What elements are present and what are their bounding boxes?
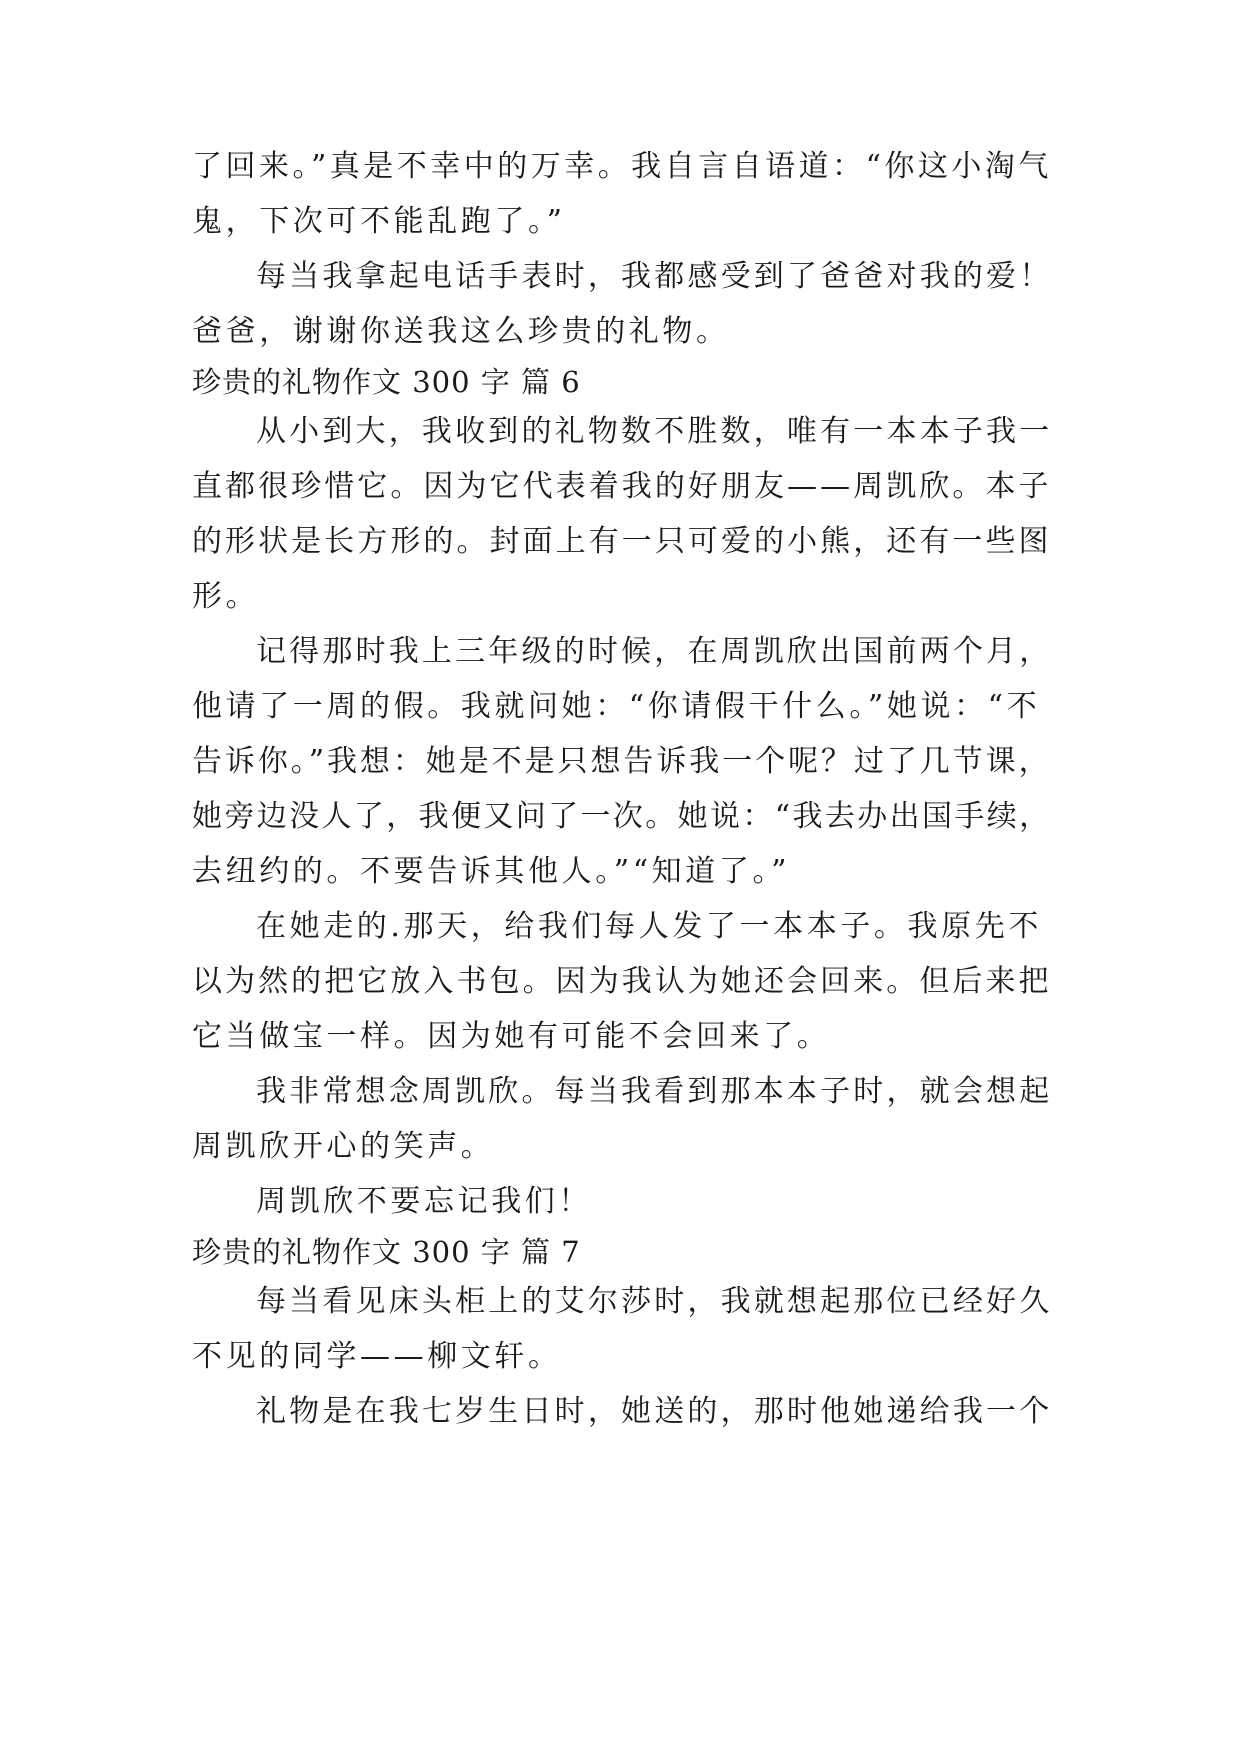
paragraph-first-line: 周凯欣不要忘记我们！ (256, 1184, 592, 1219)
text-line: 了回来。”真是不幸中的万幸。我自言自语道：“你这小淘气 (192, 149, 1052, 184)
text-line: 不见的同学——柳文轩。 (192, 1339, 562, 1374)
paragraph-first-line: 我非常想念周凯欣。每当我看到那本本子时，就会想起 (256, 1074, 1053, 1109)
paragraph-first-line: 记得那时我上三年级的时候，在周凯欣出国前两个月， (256, 634, 1053, 669)
text-line: 她旁边没人了，我便又问了一次。她说：“我去办出国手续， (192, 799, 1052, 834)
text-line: 它当做宝一样。因为她有可能不会回来了。 (192, 1019, 831, 1054)
text-line: 告诉你。”我想：她是不是只想告诉我一个呢？过了几节课， (192, 744, 1052, 779)
paragraph-first-line: 每当看见床头柜上的艾尔莎时，我就想起那位已经好久 (256, 1284, 1053, 1319)
text-line: 爸爸，谢谢你送我这么珍贵的礼物。 (192, 314, 730, 349)
text-line: 的形状是长方形的。封面上有一只可爱的小熊，还有一些图 (192, 524, 1052, 559)
text-line: 鬼，下次可不能乱跑了。” (192, 204, 566, 239)
text-line: 周凯欣开心的笑声。 (192, 1129, 495, 1164)
paragraph-first-line: 礼物是在我七岁生日时，她送的，那时他她递给我一个 (256, 1394, 1053, 1429)
paragraph-first-line: 从小到大，我收到的礼物数不胜数，唯有一本本子我一 (256, 414, 1053, 449)
paragraph-first-line: 在她走的.那天，给我们每人发了一本本子。我原先不 (256, 909, 1042, 944)
text-line: 去纽约的。不要告诉其他人。”“知道了。” (192, 854, 791, 889)
text-line: 形。 (192, 579, 260, 614)
text-line: 他请了一周的假。我就问她：“你请假干什么。”她说：“不 (192, 689, 1041, 724)
section-heading: 珍贵的礼物作文 300 字 篇 7 (192, 1235, 581, 1269)
section-heading: 珍贵的礼物作文 300 字 篇 6 (192, 365, 581, 399)
text-line: 直都很珍惜它。因为它代表着我的好朋友——周凯欣。本子 (192, 469, 1052, 504)
text-line: 以为然的把它放入书包。因为我认为她还会回来。但后来把 (192, 964, 1052, 999)
paragraph-first-line: 每当我拿起电话手表时，我都感受到了爸爸对我的爱！ (256, 259, 1053, 294)
